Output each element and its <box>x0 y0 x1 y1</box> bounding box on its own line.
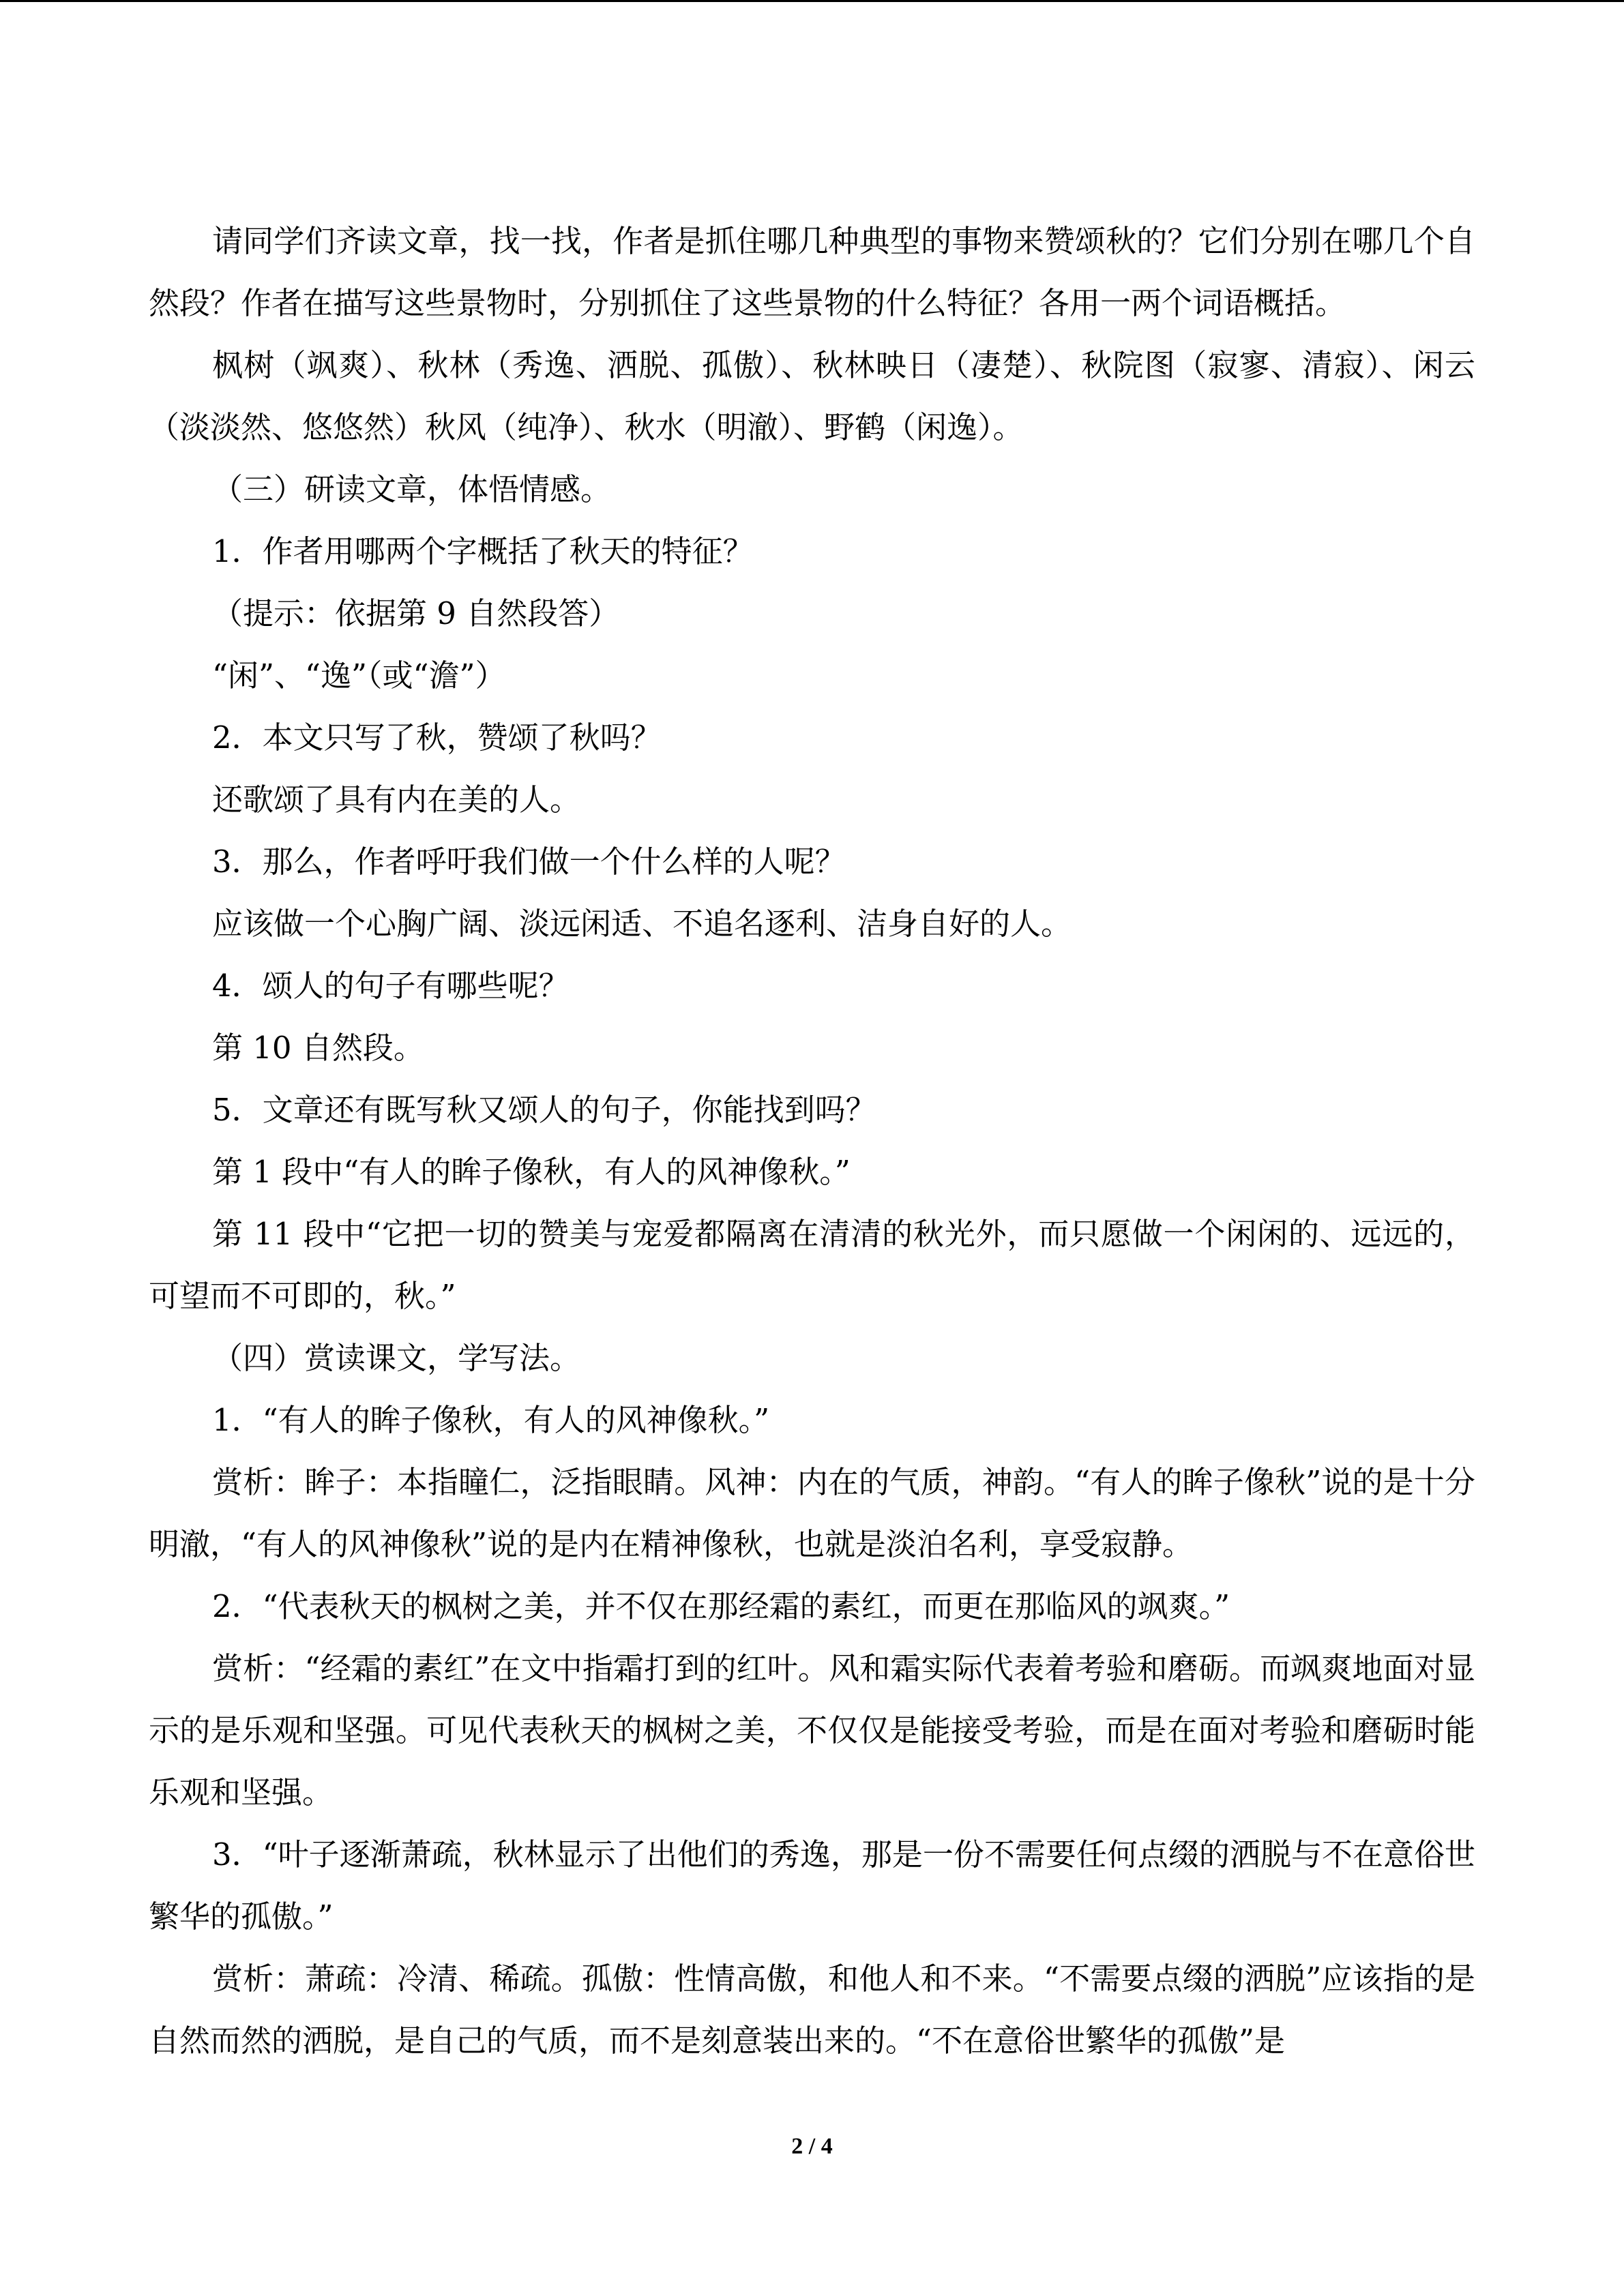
question-5: 5．文章还有既写秋又颂人的句子，你能找到吗？ <box>212 1092 876 1128</box>
analysis-3: 赏析：萧疏：冷清、稀疏。孤傲：性情高傲，和他人和不来。“不需要点缀的洒脱”应该指的是自然而然的洒脱，是自己的气质，而不是刻意装出来的。“不在意俗世繁华的孤傲”是 <box>149 1960 1475 2059</box>
paragraph-question-intro: 请同学们齐读文章，找一找，作者是抓住哪几种典型的事物来赞颂秋的？它们分别在哪几个自然段？作者在描写这些景物时，分别抓住了这些景物的什么特征？各用一两个词语概括。 <box>149 223 1475 321</box>
quote-1: 1．“有人的眸子像秋，有人的风神像秋。” <box>212 1402 770 1438</box>
answer-5a: 第 1 段中“有人的眸子像秋，有人的风神像秋。” <box>212 1154 851 1190</box>
answer-1: “闲”、“逸”（或“澹”） <box>212 657 506 694</box>
question-1: 1．作者用哪两个字概括了秋天的特征？ <box>212 533 754 569</box>
analysis-1: 赏析：眸子：本指瞳仁，泛指眼睛。风神：内在的气质，神韵。“有人的眸子像秋”说的是十分明澈，“有人的风神像秋”说的是内在精神像秋，也就是淡泊名利，享受寂静。 <box>149 1464 1475 1562</box>
page-number: 2 / 4 <box>791 2134 833 2159</box>
top-border-line <box>0 0 1624 2</box>
question-2: 2．本文只写了秋，赞颂了秋吗？ <box>212 719 662 756</box>
answer-3: 应该做一个心胸广阔、淡远闲适、不追名逐利、洁身自好的人。 <box>212 906 1072 942</box>
hint-1: （提示：依据第 9 自然段答） <box>212 595 620 631</box>
answer-5b: 第 11 段中“它把一切的赞美与宠爱都隔离在清清的秋光外，而只愿做一个闲闲的、远远的，可望而不可即的，秋。” <box>149 1216 1475 1314</box>
quote-2: 2．“代表秋天的枫树之美，并不仅在那经霜的素红，而更在那临风的飒爽。” <box>212 1588 1230 1624</box>
answer-4: 第 10 自然段。 <box>212 1030 424 1066</box>
section-heading-four: （四）赏读课文，学写法。 <box>212 1340 581 1376</box>
section-heading-three: （三）研读文章，体悟情感。 <box>212 471 612 507</box>
answer-2: 还歌颂了具有内在美的人。 <box>212 781 581 818</box>
paragraph-scenery-answer: 枫树（飒爽）、秋林（秀逸、洒脱、孤傲）、秋林映日（凄楚）、秋院图（寂寥、清寂）、闲云（淡淡然、悠悠然）秋风（纯净）、秋水（明澈）、野鹤（闲逸）。 <box>149 347 1475 445</box>
question-4: 4．颂人的句子有哪些呢？ <box>212 968 570 1004</box>
analysis-2: 赏析：“经霜的素红”在文中指霜打到的红叶。风和霜实际代表着考验和磨砺。而飒爽地面对显示的是乐观和坚强。可见代表秋天的枫树之美，不仅仅是能接受考验，而是在面对考验和磨砺时能乐观和坚强。 <box>149 1650 1475 1810</box>
document-body <box>149 210 1475 2072</box>
quote-3: 3．“叶子逐渐萧疏，秋林显示了出他们的秀逸，那是一份不需要任何点缀的洒脱与不在意俗世繁华的孤傲。” <box>149 1836 1475 1935</box>
question-3: 3．那么，作者呼吁我们做一个什么样的人呢？ <box>212 844 846 880</box>
